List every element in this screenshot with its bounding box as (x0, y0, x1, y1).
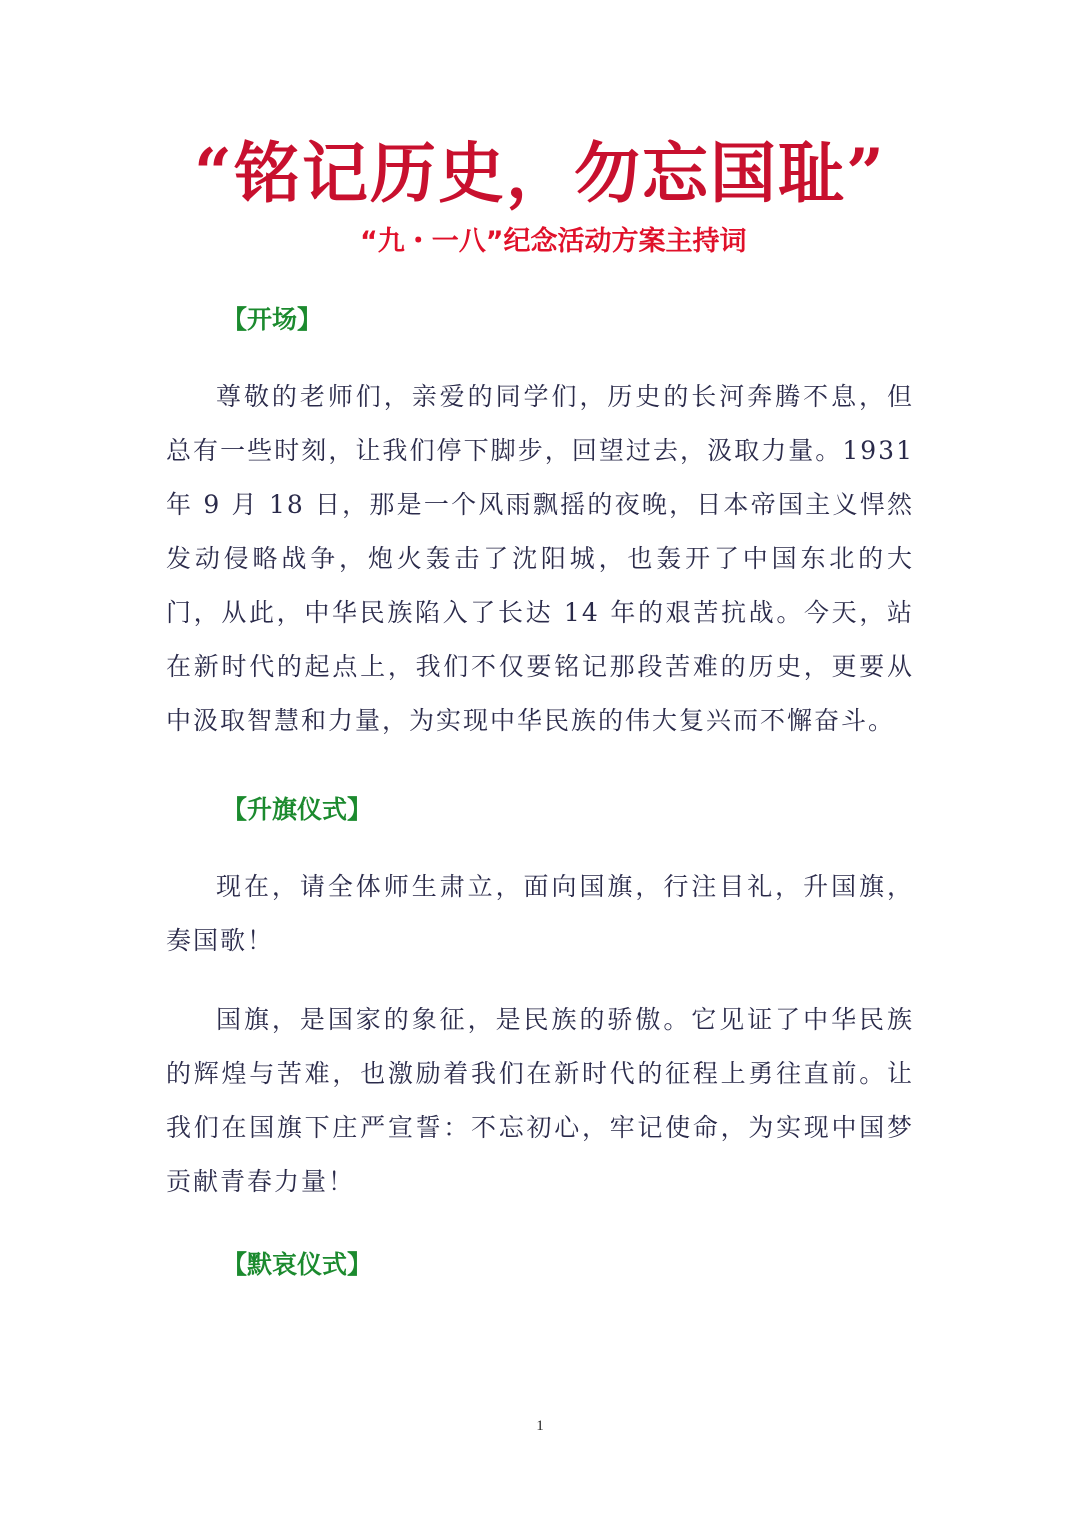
section-heading-opening: 【开场】 (222, 305, 323, 334)
document-title: “铭记历史，勿忘国耻” (194, 134, 886, 212)
paragraph-flag-raising-2: 国旗，是国家的象征，是民族的骄傲。它见证了中华民族的辉煌与苦难，也激励着我们在新时代的征程上勇往直前。让我们在国旗下庄严宣誓：不忘初心，牢记使命，为实现中国梦贡献青春力量！ (166, 1005, 914, 1196)
document-subtitle: “九・一八”纪念活动方案主持词 (360, 226, 747, 257)
paragraph-opening: 尊敬的老师们，亲爱的同学们，历史的长河奔腾不息，但总有一些时刻，让我们停下脚步，回望过去，汲取力量。1931 年 9 月 18 日，那是一个风雨飘摇的夜晚，日本帝国主义悍然发动侵略战争，炮火轰击了沈阳城，也轰开了中国东北的大门，从此，中华民族陷入了长达 14 年的艰苦抗战。今天，站在新时代的起点上，我们不仅要铭记那段苦难的历史，更要从中汲取智慧和力量，为实现中华民族的伟大复兴而不懈奋斗。 (166, 382, 914, 735)
section-heading-silence: 【默哀仪式】 (222, 1250, 373, 1279)
paragraph-flag-raising-1: 现在，请全体师生肃立，面向国旗，行注目礼，升国旗，奏国歌！ (166, 872, 914, 955)
section-heading-flag-raising: 【升旗仪式】 (222, 795, 373, 824)
page-number: 1 (536, 1418, 544, 1434)
